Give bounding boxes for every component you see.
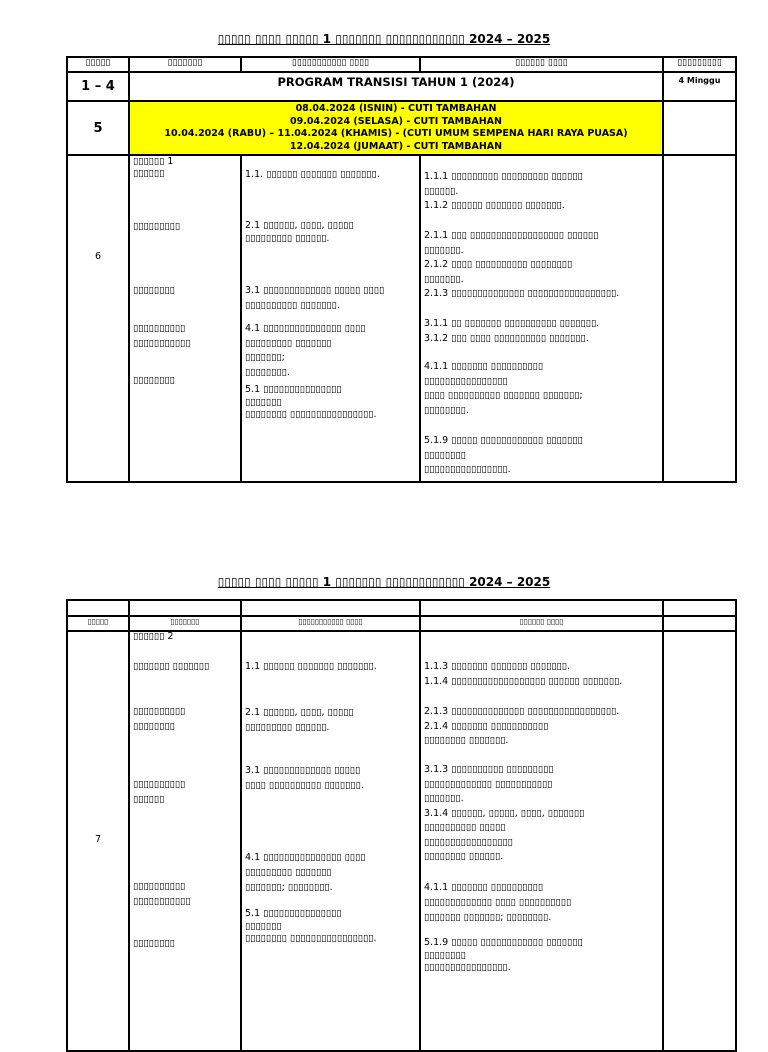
standard-item: 1.1. ▯▯▯▯▯▯ ▯▯▯▯▯▯▯ ▯▯▯▯▯▯▯. — [245, 169, 380, 180]
learning-item: 5.1.9 ▯▯▯▯▯ ▯▯▯▯▯▯▯▯▯▯▯▯ ▯▯▯▯▯▯▯ ▯▯▯▯▯▯▯▯ ▯▯▯▯▯▯▯▯▯▯▯▯▯▯▯▯. — [424, 435, 583, 475]
header-learning-standard: ▯▯▯▯▯▯ ▯▯▯▯ — [420, 616, 663, 631]
week-cell: 5 — [67, 101, 129, 155]
duration-cell: 4 Minggu — [663, 72, 736, 101]
content-standard-cell — [241, 631, 420, 1051]
header-notes — [663, 616, 736, 631]
learning-item: 3.1.3 ▯▯▯▯▯▯▯▯▯▯ ▯▯▯▯▯▯▯▯▯ ▯▯▯▯▯▯▯▯▯▯▯▯▯ ▯▯▯▯▯▯▯▯▯▯▯ ▯▯▯▯▯▯▯. 3.1.4 ▯▯▯▯▯▯, ▯▯▯▯▯, ▯▯▯▯, ▯▯▯▯▯▯▯ ▯▯▯▯▯▯▯▯▯▯ ▯▯▯▯▯ ▯▯▯▯▯▯▯▯▯▯▯▯▯▯▯▯▯ ▯▯▯▯▯▯▯▯ ▯▯▯▯▯▯. — [424, 764, 585, 862]
topic-item: ▯▯▯▯▯▯▯▯▯ — [133, 221, 181, 232]
standard-item: 2.1 ▯▯▯▯▯▯, ▯▯▯▯, ▯▯▯▯▯ ▯▯▯▯▯▯▯▯▯ ▯▯▯▯▯▯. — [245, 220, 354, 244]
topic-item: ▯▯▯▯▯▯▯ ▯▯▯▯▯▯▯ — [133, 661, 210, 672]
empty-cell — [420, 600, 663, 616]
row-weeks-1-4 — [67, 72, 736, 101]
learning-item: 3.1.1 ▯▯ ▯▯▯▯▯▯▯ ▯▯▯▯▯▯▯▯▯▯ ▯▯▯▯▯▯▯. 3.1.2 ▯▯▯ ▯▯▯▯ ▯▯▯▯▯▯▯▯▯▯ ▯▯▯▯▯▯▯. — [424, 318, 600, 344]
learning-standard-cell — [420, 155, 663, 482]
empty-cell — [663, 155, 736, 482]
empty-cell — [663, 101, 736, 155]
standard-item: 2.1 ▯▯▯▯▯▯, ▯▯▯▯, ▯▯▯▯▯ ▯▯▯▯▯▯▯▯▯ ▯▯▯▯▯▯. — [245, 707, 354, 733]
week-cell: 7 — [67, 631, 129, 1051]
empty-cell — [663, 600, 736, 616]
standard-item: 4.1 ▯▯▯▯▯▯▯▯▯▯▯▯▯▯▯ ▯▯▯▯ ▯▯▯▯▯▯▯▯▯ ▯▯▯▯▯▯▯ ▯▯▯▯▯▯▯; ▯▯▯▯▯▯▯▯. — [245, 323, 366, 378]
learning-item: 4.1.1 ▯▯▯▯▯▯▯ ▯▯▯▯▯▯▯▯▯▯ ▯▯▯▯▯▯▯▯▯▯▯▯▯▯▯▯ ▯▯▯▯ ▯▯▯▯▯▯▯▯▯▯ ▯▯▯▯▯▯▯ ▯▯▯▯▯▯▯; ▯▯▯▯▯▯▯▯. — [424, 361, 583, 416]
empty-cell — [129, 600, 241, 616]
row-week-7 — [67, 631, 736, 1051]
header-topic: ▯▯▯▯▯▯▯ — [129, 57, 241, 72]
holiday-line: 08.04.2024 (ISNIN) - CUTI TAMBAHAN — [295, 103, 497, 114]
topic-item: ▯▯▯▯▯▯ 1 ▯▯▯▯▯▯ — [133, 156, 174, 179]
empty-cell — [241, 600, 420, 616]
topic-item: ▯▯▯▯▯▯▯▯▯▯ ▯▯▯▯▯▯▯▯▯▯▯ — [133, 323, 191, 349]
header-content-standard: ▯▯▯▯▯▯▯▯▯▯▯ ▯▯▯▯ — [241, 616, 420, 631]
holiday-line: 10.04.2024 (RABU) – 11.04.2024 (KHAMIS) - (CUTI UMUM SEMPENA HARI RAYA PUASA) — [164, 128, 628, 139]
standard-item: 5.1 ▯▯▯▯▯▯▯▯▯▯▯▯▯▯▯ ▯▯▯▯▯▯▯ ▯▯▯▯▯▯▯▯ ▯▯▯▯▯▯▯▯▯▯▯▯▯▯▯▯. — [245, 384, 377, 420]
standard-item: 4.1 ▯▯▯▯▯▯▯▯▯▯▯▯▯▯▯ ▯▯▯▯ ▯▯▯▯▯▯▯▯▯ ▯▯▯▯▯▯▯ ▯▯▯▯▯▯▯; ▯▯▯▯▯▯▯▯. — [245, 852, 366, 893]
learning-item: 4.1.1 ▯▯▯▯▯▯▯ ▯▯▯▯▯▯▯▯▯▯ ▯▯▯▯▯▯▯▯▯▯▯▯▯ ▯▯▯▯ ▯▯▯▯▯▯▯▯▯▯ ▯▯▯▯▯▯▯ ▯▯▯▯▯▯▯; ▯▯▯▯▯▯▯▯. — [424, 882, 572, 923]
header-notes: ▯▯▯▯▯▯▯▯▯ — [663, 57, 736, 72]
header-week: ▯▯▯▯▯ — [67, 57, 129, 72]
topic-item: ▯▯▯▯▯▯ 2 — [133, 631, 174, 642]
standard-item: 3.1 ▯▯▯▯▯▯▯▯▯▯▯▯▯ ▯▯▯▯▯ ▯▯▯▯ ▯▯▯▯▯▯▯▯▯▯ ▯▯▯▯▯▯▯. — [245, 765, 364, 791]
holiday-line: 09.04.2024 (SELASA) - CUTI TAMBAHAN — [290, 115, 502, 127]
topic-cell — [129, 155, 241, 482]
program-transisi: PROGRAM TRANSISI TAHUN 1 (2024) — [129, 72, 663, 101]
header-learning-standard: ▯▯▯▯▯▯ ▯▯▯▯ — [420, 57, 663, 72]
header-content-standard: ▯▯▯▯▯▯▯▯▯▯▯ ▯▯▯▯ — [241, 57, 420, 72]
learning-item: 2.1.1 ▯▯▯ ▯▯▯▯▯▯▯▯▯▯▯▯▯▯▯▯▯▯ ▯▯▯▯▯▯ ▯▯▯▯▯▯▯. 2.1.2 ▯▯▯▯ ▯▯▯▯▯▯▯▯▯▯ ▯▯▯▯▯▯▯▯ ▯▯▯▯▯▯▯. 2.1.3 ▯▯▯▯▯▯▯▯▯▯▯▯▯▯ ▯▯▯▯▯▯▯▯▯▯▯▯▯▯▯▯▯. — [424, 230, 620, 299]
empty-cell — [663, 631, 736, 1051]
learning-item: 2.1.3 ▯▯▯▯▯▯▯▯▯▯▯▯▯▯ ▯▯▯▯▯▯▯▯▯▯▯▯▯▯▯▯▯. 2.1.4 ▯▯▯▯▯▯▯ ▯▯▯▯▯▯▯▯▯▯▯ ▯▯▯▯▯▯▯▯ ▯▯▯▯▯▯▯. — [424, 706, 620, 746]
topic-item: ▯▯▯▯▯▯▯▯ — [133, 938, 175, 949]
header-row — [67, 57, 736, 72]
topic-cell — [129, 631, 241, 1051]
page-2-title: ▯▯▯▯▯ ▯▯▯▯ ▯▯▯▯▯ 1 ▯▯▯▯▯▯▯ ▯▯▯▯▯▯▯▯▯▯▯▯ 2024 – 2025 — [217, 575, 551, 589]
learning-item: 1.1.1 ▯▯▯▯▯▯▯▯▯ ▯▯▯▯▯▯▯▯▯ ▯▯▯▯▯▯ ▯▯▯▯▯▯. 1.1.2 ▯▯▯▯▯▯ ▯▯▯▯▯▯▯ ▯▯▯▯▯▯▯. — [424, 171, 583, 211]
page-1-title: ▯▯▯▯▯ ▯▯▯▯ ▯▯▯▯▯ 1 ▯▯▯▯▯▯▯ ▯▯▯▯▯▯▯▯▯▯▯▯ 2024 – 2025 — [217, 32, 551, 46]
learning-standard-cell — [420, 631, 663, 1051]
page-1-table — [66, 56, 737, 483]
page-2-table — [66, 599, 737, 1052]
standard-item: 1.1 ▯▯▯▯▯▯ ▯▯▯▯▯▯▯ ▯▯▯▯▯▯▯. — [245, 661, 377, 672]
holiday-notice — [129, 101, 663, 155]
topic-item: ▯▯▯▯▯▯▯▯▯▯ ▯▯▯▯▯▯▯▯▯▯▯ — [133, 881, 191, 907]
week-cell: 6 — [67, 155, 129, 482]
header-topic: ▯▯▯▯▯▯▯ — [129, 616, 241, 631]
topic-item: ▯▯▯▯▯▯▯▯▯▯ ▯▯▯▯▯▯▯▯ — [133, 706, 186, 732]
topic-item: ▯▯▯▯▯▯▯▯ — [133, 375, 175, 386]
header-row — [67, 616, 736, 631]
blank-row — [67, 600, 736, 616]
header-week: ▯▯▯▯▯ — [67, 616, 129, 631]
week-cell: 1 – 4 — [67, 72, 129, 101]
empty-cell — [67, 600, 129, 616]
row-week-5 — [67, 101, 736, 155]
holiday-line: 12.04.2024 (JUMAAT) - CUTI TAMBAHAN — [289, 140, 503, 152]
row-week-6 — [67, 155, 736, 482]
learning-item: 5.1.9 ▯▯▯▯▯ ▯▯▯▯▯▯▯▯▯▯▯▯ ▯▯▯▯▯▯▯ ▯▯▯▯▯▯▯▯ ▯▯▯▯▯▯▯▯▯▯▯▯▯▯▯▯. — [424, 937, 583, 973]
standard-item: 3.1 ▯▯▯▯▯▯▯▯▯▯▯▯▯ ▯▯▯▯▯ ▯▯▯▯ ▯▯▯▯▯▯▯▯▯▯ ▯▯▯▯▯▯▯. — [245, 285, 385, 311]
topic-item: ▯▯▯▯▯▯▯▯ — [133, 285, 175, 296]
topic-item: ▯▯▯▯▯▯▯▯▯▯ ▯▯▯▯▯▯ — [133, 779, 186, 805]
standard-item: 5.1 ▯▯▯▯▯▯▯▯▯▯▯▯▯▯▯ ▯▯▯▯▯▯▯ ▯▯▯▯▯▯▯▯ ▯▯▯▯▯▯▯▯▯▯▯▯▯▯▯▯. — [245, 908, 377, 944]
learning-item: 1.1.3 ▯▯▯▯▯▯▯ ▯▯▯▯▯▯▯ ▯▯▯▯▯▯▯. 1.1.4 ▯▯▯▯▯▯▯▯▯▯▯▯▯▯▯▯▯▯ ▯▯▯▯▯▯ ▯▯▯▯▯▯▯. — [424, 661, 623, 687]
content-standard-cell — [241, 155, 420, 482]
